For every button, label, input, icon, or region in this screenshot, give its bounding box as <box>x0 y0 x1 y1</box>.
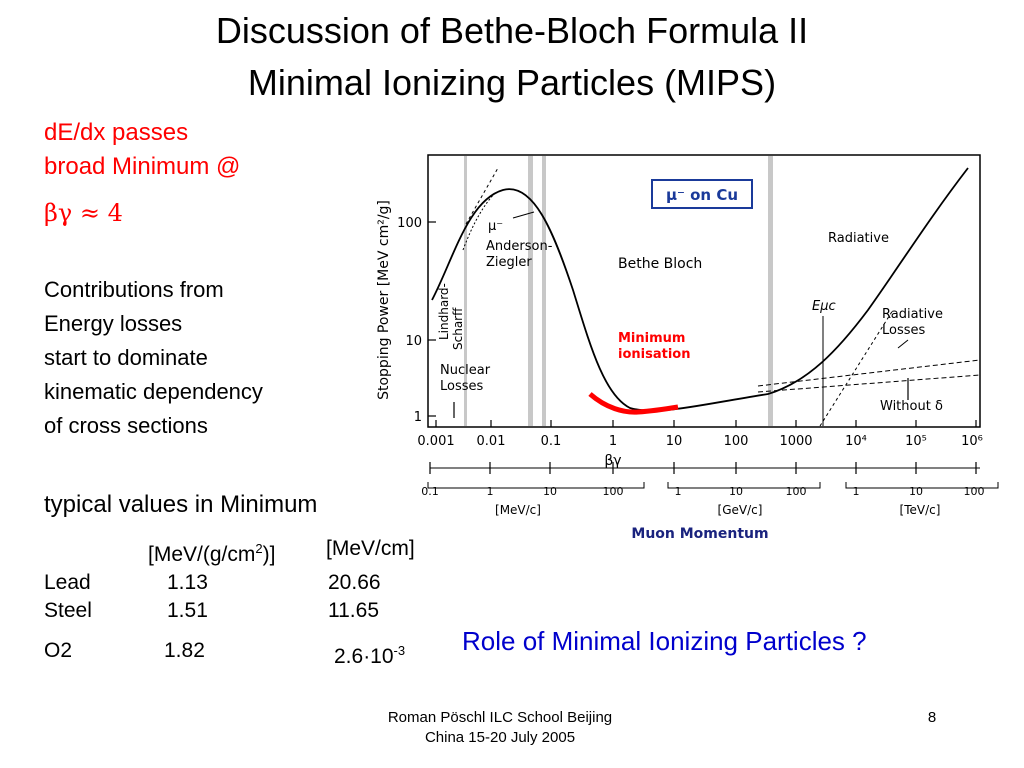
annotation-minimum-1: Minimum <box>618 331 686 346</box>
footer-author: Roman Pöschl ILC School Beijing <box>387 709 613 726</box>
y-axis-label: Stopping Power [MeV cm²/g] <box>376 200 392 400</box>
page-number: 8 <box>927 709 937 726</box>
momentum-tick-label: 100 <box>963 485 985 498</box>
momentum-unit-mev: [MeV/c] <box>495 503 541 517</box>
annotation-lindhard-1: Lindhard- <box>437 283 451 340</box>
para-line: start to dominate <box>44 345 208 370</box>
x-tick-label: 0.1 <box>540 434 562 449</box>
x-tick-label: 10⁵ <box>905 434 927 449</box>
table-row-v2-exp <box>334 638 405 670</box>
contributions-paragraph <box>44 276 263 446</box>
momentum-tick-label: 1 <box>674 485 682 498</box>
momentum-title: Muon Momentum <box>631 526 769 542</box>
x-axis-label: βγ <box>604 453 622 469</box>
red-text-betagamma: βγ ≈ 4 <box>44 199 123 227</box>
material-box-label: μ⁻ on Cu <box>665 186 739 204</box>
annotation-nuclear-1: Nuclear <box>440 363 491 378</box>
region-band <box>768 156 773 426</box>
header-col1-text: [MeV/(g/cm <box>148 543 256 566</box>
table-header-col2: [MeV/cm] <box>326 537 415 560</box>
red-text-line2: broad Minimum @ <box>44 153 241 180</box>
footer-date: China 15-20 July 2005 <box>424 729 576 746</box>
momentum-scale <box>421 462 998 542</box>
annotation-radiative-losses-2: Losses <box>882 323 926 338</box>
para-line: Energy losses <box>44 311 183 336</box>
momentum-tick-label: 10 <box>729 485 743 498</box>
momentum-tick-label: 100 <box>602 485 624 498</box>
typical-values-heading: typical values in Minimum <box>44 491 318 518</box>
header-col1-sup: 2 <box>255 541 263 556</box>
region-band <box>528 156 533 426</box>
annotation-mu: μ⁻ <box>488 219 504 234</box>
x-tick-label: 1000 <box>779 434 813 449</box>
momentum-unit-tev: [TeV/c] <box>899 503 941 517</box>
annotation-e-muc: Eμc <box>812 299 836 314</box>
annotation-radiative: Radiative <box>828 231 889 246</box>
y-tick-label: 10 <box>405 334 422 349</box>
annotation-bethe-bloch: Bethe Bloch <box>618 256 703 272</box>
value-mantissa: 2.6·10 <box>334 645 394 668</box>
annotation-anderson: Anderson- <box>486 239 553 254</box>
stopping-power-figure <box>368 150 1004 550</box>
momentum-tick-label: 1 <box>852 485 860 498</box>
annotation-ziegler: Ziegler <box>486 255 532 270</box>
slide-title-line1: Discussion of Bethe-Bloch Formula II <box>215 10 809 51</box>
momentum-tick-label: 0.1 <box>421 485 439 498</box>
role-question: Role of Minimal Ionizing Particles ? <box>462 626 867 656</box>
table-row-material: Lead <box>44 571 91 594</box>
table-row-v1: 1.13 <box>167 571 208 594</box>
momentum-tick-label: 10 <box>543 485 557 498</box>
table-header-col1 <box>148 536 275 568</box>
momentum-tick-label: 100 <box>785 485 807 498</box>
annotation-radiative-losses-1: Radiative <box>882 307 943 322</box>
x-tick-label: 100 <box>723 434 749 449</box>
table-row-v1: 1.51 <box>167 599 208 622</box>
momentum-tick-label: 10 <box>909 485 923 498</box>
momentum-unit-gev: [GeV/c] <box>717 503 763 517</box>
table-row-v2: 20.66 <box>328 571 381 594</box>
red-text-line1: dE/dx passes <box>44 119 189 146</box>
y-tick-label: 100 <box>397 216 422 231</box>
x-tick-label: 0.001 <box>417 434 455 449</box>
para-line: of cross sections <box>44 413 208 438</box>
para-line: kinematic dependency <box>44 379 263 404</box>
y-tick-label: 1 <box>413 410 422 425</box>
annotation-nuclear-2: Losses <box>440 379 484 394</box>
header-col1-end: )] <box>262 543 276 566</box>
table-row-v1: 1.82 <box>164 639 205 662</box>
x-tick-label: 0.01 <box>476 434 506 449</box>
para-line: Contributions from <box>44 277 224 302</box>
annotation-minimum-2: ionisation <box>618 347 691 362</box>
x-tick-label: 10⁴ <box>845 434 867 449</box>
table-row-v2: 11.65 <box>328 599 379 622</box>
region-band <box>542 156 546 426</box>
table-row-material: Steel <box>44 599 92 622</box>
momentum-tick-label: 1 <box>486 485 494 498</box>
annotation-without-delta: Without δ <box>880 399 943 414</box>
x-tick-label: 10⁶ <box>961 434 983 449</box>
x-tick-label: 1 <box>608 434 618 449</box>
slide-title-line2: Minimal Ionizing Particles (MIPS) <box>247 62 777 103</box>
table-row-material: O2 <box>44 639 73 662</box>
annotation-lindhard-2: Scharff <box>451 307 465 350</box>
x-tick-label: 10 <box>665 434 683 449</box>
value-exponent: -3 <box>393 643 406 658</box>
